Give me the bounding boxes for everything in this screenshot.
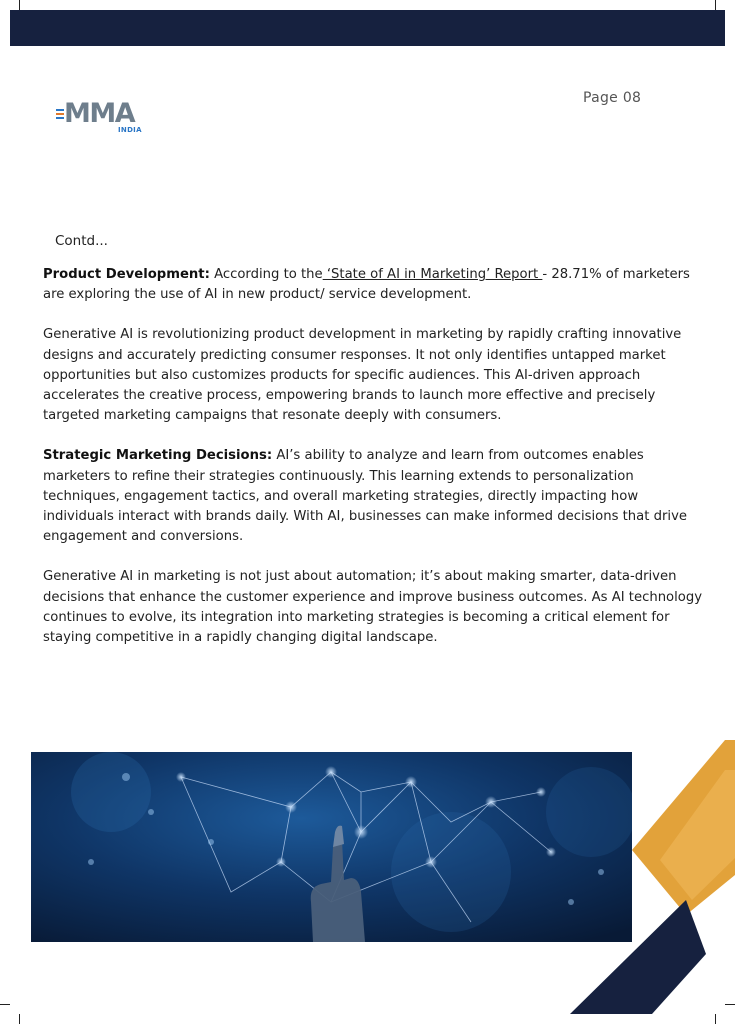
report-link[interactable]: ‘State of AI in Marketing’ Report	[322, 267, 543, 282]
page-number: Page 08	[583, 90, 642, 106]
paragraph-text: AI’s ability to analyze and learn from outcomes enables marketers to refine their strategies continuously. This learning extends to personalization techniques, engagement tactics, and overall marketing strategies, directly impacting how individuals interact with brands daily. With AI, businesses can make informed decisions that drive engagement and conversions.	[43, 448, 687, 545]
crop-mark	[19, 1014, 20, 1024]
network-illustration	[31, 752, 632, 942]
paragraph-text: - 28.71% of marketers are exploring the use of AI in new product/ service development.	[43, 267, 690, 303]
body-content	[43, 265, 713, 668]
paragraph-conclusion: Generative AI in marketing is not just about automation; it’s about making smarter, data-driven decisions that enhance the customer experience and improve business outcomes. As AI technology continues to evolve, its integration into marketing strategies is becoming a critical element for staying competitive in a rapidly changing digital landscape.	[43, 569, 703, 646]
crop-mark	[0, 1004, 10, 1005]
contd-label: Contd...	[55, 233, 108, 249]
paragraph-strategic-marketing	[43, 446, 713, 547]
heading-strategic-marketing: Strategic Marketing Decisions:	[43, 448, 273, 464]
mma-india-logo	[56, 100, 156, 140]
heading-product-development: Product Development:	[43, 267, 210, 282]
corner-decoration	[560, 740, 735, 1024]
crop-mark	[19, 0, 20, 10]
paragraph-generative-ai: Generative AI is revolutionizing product development in marketing by rapidly crafting innovative designs and accurately predicting consumer responses. It not only identifies untapped market opportunities but also customizes products for specific audiences. This AI-driven approach accelerates the creative process, empowering brands to launch more effective and precisely targeted marketing campaigns that resonate deeply with consumers.	[43, 327, 682, 424]
paragraph-product-development	[43, 265, 713, 305]
crop-mark	[715, 0, 716, 10]
logo-text: MMA	[64, 98, 135, 129]
logo-stripes-icon	[56, 109, 64, 121]
logo-subtext: INDIA	[118, 126, 142, 134]
robot-hand-network-image	[31, 752, 632, 942]
header-bar	[10, 10, 725, 46]
paragraph-text: According to the	[209, 267, 323, 282]
